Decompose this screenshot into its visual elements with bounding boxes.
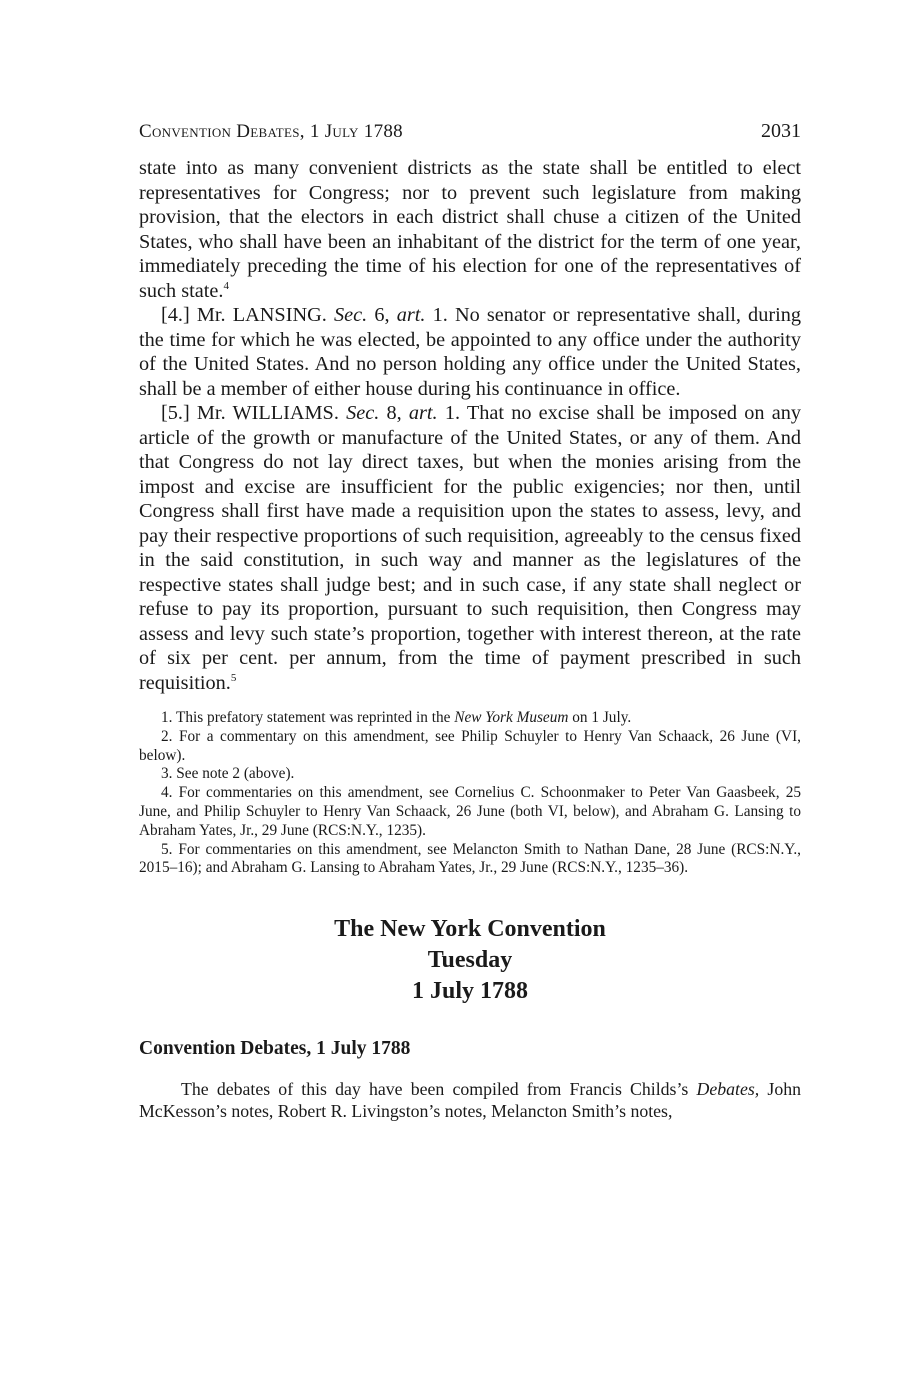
footnote-1: 1. This prefatory statement was reprinted in the New York Museum on 1 July. [161, 709, 632, 726]
session-heading-line-1: The New York Convention [334, 916, 606, 943]
paragraph-amendment-5: [5.] Mr. WILLIAMS. Sec. 8, art. 1. That no excise shall be imposed on any article of the growth or manufacture of the United States, or any of them. And that Congress do not lay direct taxes, but when the monies arising from the impost and excise are insufficient for the public exigencies; nor then, until Congress shall first have made a requisition upon the states to assess, levy, and pay their respective proportions of such requisition, agreeably to the census fixed in the said constitution, in such way and manner as the legislatures of the respective states shall judge best; and in such case, if any state shall neglect or refuse to pay its proportion, pursuant to such requisition, then Congress may assess and levy such state’s proportion, together with interest thereon, at the rate of six per cent. per annum, from the time of payment prescribed in such requisition.$^5$ [139, 402, 801, 694]
running-head [139, 120, 801, 156]
footnote-4: 4. For commentaries on this amendment, see Cornelius C. Schoonmaker to Peter Van Gaasbeek, 25 June, and Philip Schuyler to Henry Van Schaack, 26 June (both VI, below), and Abraham G. Lansing to Abraham Yates, Jr., 29 June (RCS:N.Y., 1235). [139, 784, 801, 839]
section-intro [139, 1078, 801, 1122]
section-title: Convention Debates, 1 July 1788 [139, 1038, 411, 1060]
document-page [139, 120, 801, 1140]
footnotes [139, 709, 801, 878]
session-heading [139, 914, 801, 1007]
footnote-2: 2. For a commentary on this amendment, see Philip Schuyler to Henry Van Schaack, 26 June (VI, below). [139, 727, 801, 764]
footnote-3: 3. See note 2 (above). [161, 765, 295, 783]
note-reference: 4 [223, 279, 229, 292]
paragraph-continuation: state into as many convenient districts as the state shall be entitled to elect representatives for Congress; nor to prevent such legislature from making provision, that the electors in each district shall chuse a citizen of the United States, who shall have been an inhabitant of the district for the term of one year, immediately preceding the time of his election for one of the representatives of such state.$^4$ [139, 157, 801, 302]
paragraph-amendment-4: [4.] Mr. LANSING. Sec. 6, art. 1. No senator or representative shall, during the time for which he was elected, be appointed to any office under the authority of the United States. And no person holding any office under the United States, shall be a member of either house during his continuance in office. [139, 304, 802, 400]
page-number: 2031 [761, 120, 801, 142]
session-heading-line-2: Tuesday [427, 947, 513, 974]
footnote-5: 5. For commentaries on this amendment, see Melancton Smith to Nathan Dane, 28 June (RCS:N.Y., 2015–16); and Abraham G. Lansing to Abraham Yates, Jr., 29 June (RCS:N.Y., 1235–36). [139, 840, 801, 877]
session-heading-line-3: 1 July 1788 [411, 978, 528, 1005]
note-reference: 5 [230, 671, 237, 684]
intro-paragraph: The debates of this day have been compiled from Francis Childs’s Debates, John McKesson’s notes, Robert R. Livingston’s notes, Melancton Smith’s notes, [139, 1079, 801, 1122]
running-title: Convention Debates, 1 July 1788 [139, 121, 403, 142]
main-text [139, 156, 801, 695]
